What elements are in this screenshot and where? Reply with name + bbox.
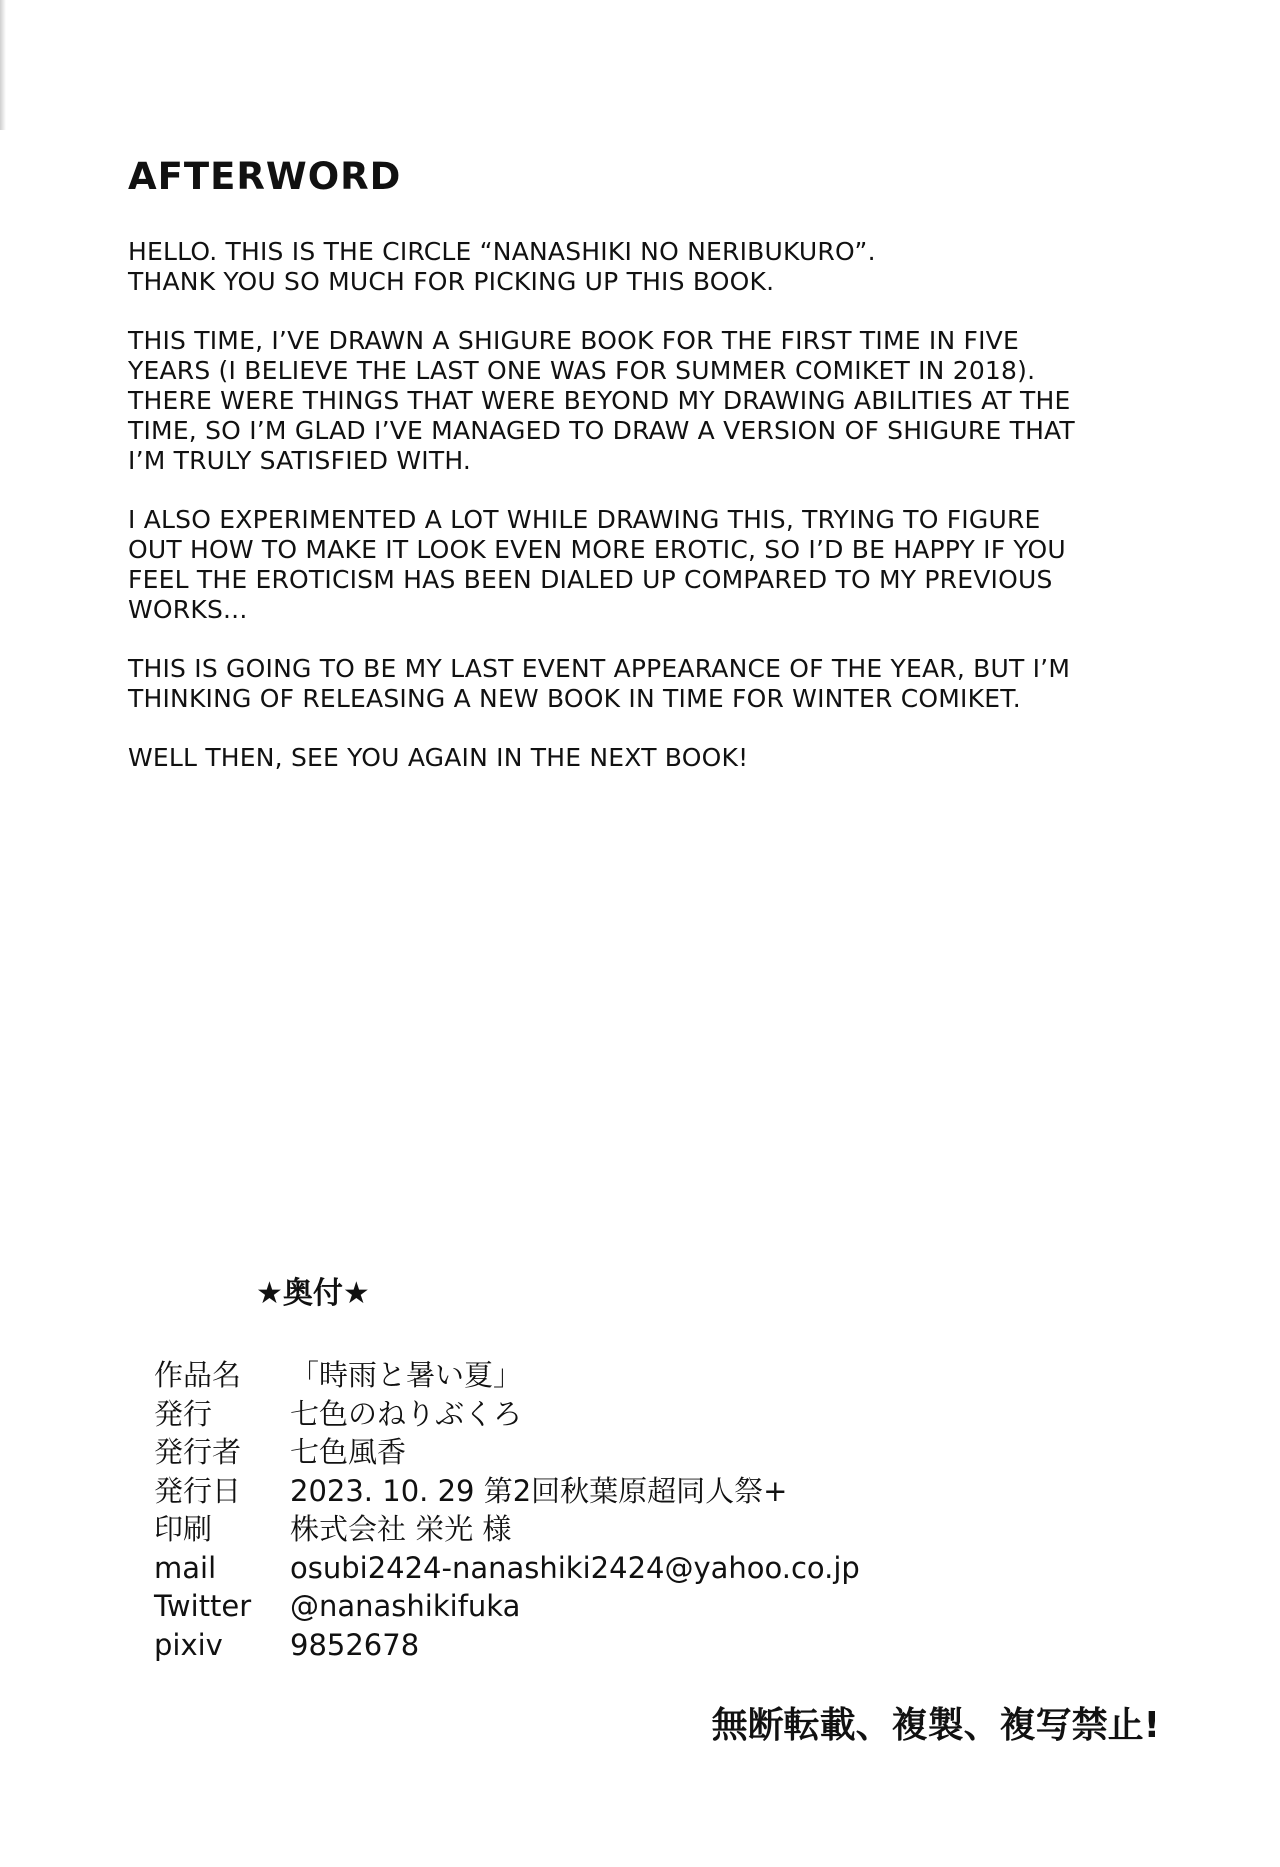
colophon-row-title xyxy=(154,1356,860,1395)
colophon-value: @nanashikifuka xyxy=(290,1589,521,1623)
text-line: WELL THEN, SEE YOU AGAIN IN THE NEXT BOOK! xyxy=(128,743,749,772)
colophon-row-printer xyxy=(154,1510,860,1549)
colophon-label: 印刷 xyxy=(154,1512,213,1546)
text-line: FEEL THE EROTICISM HAS BEEN DIALED UP COMPARED TO MY PREVIOUS xyxy=(128,565,1053,594)
colophon-label: 発行 xyxy=(154,1396,213,1431)
colophon-value: 七色のねりぶくろ xyxy=(290,1396,523,1431)
text-line: YEARS (I BELIEVE THE LAST ONE WAS FOR SUMMER COMIKET IN 2018). xyxy=(128,356,1036,385)
text-line: THERE WERE THINGS THAT WERE BEYOND MY DRAWING ABILITIES AT THE xyxy=(128,386,1071,415)
colophon-row-pixiv xyxy=(154,1626,860,1665)
colophon-label: 発行日 xyxy=(154,1473,242,1508)
afterword-paragraph xyxy=(128,743,1138,773)
colophon-row-publisher xyxy=(154,1395,860,1434)
afterword-paragraph xyxy=(128,654,1138,714)
text-line: THANK YOU SO MUCH FOR PICKING UP THIS BOOK. xyxy=(128,267,775,296)
colophon-label: 作品名 xyxy=(154,1358,242,1392)
colophon-row-twitter xyxy=(154,1587,860,1626)
colophon-value: 2023. 10. 29 第2回秋葉原超同人祭+ xyxy=(290,1473,788,1508)
text-line: OUT HOW TO MAKE IT LOOK EVEN MORE EROTIC, SO I’D BE HAPPY IF YOU xyxy=(128,535,1066,564)
colophon-value: osubi2424-nanashiki2424@yahoo.co.jp xyxy=(290,1550,860,1585)
text-line: HELLO. THIS IS THE CIRCLE “NANASHIKI NO NERIBUKURO”. xyxy=(128,237,876,266)
page-edge-shadow xyxy=(0,0,6,130)
colophon-row-date xyxy=(154,1472,860,1511)
colophon-label: Twitter xyxy=(154,1589,252,1623)
text-line: I’M TRULY SATISFIED WITH. xyxy=(128,446,472,475)
afterword-paragraph xyxy=(128,326,1138,476)
colophon-label: 発行者 xyxy=(154,1435,242,1469)
colophon-value: 株式会社 栄光 様 xyxy=(290,1512,512,1546)
reproduction-notice: 無断転載、複製、複写禁止! xyxy=(711,1705,1160,1746)
afterword-paragraph xyxy=(128,237,1138,297)
colophon-label: pixiv xyxy=(154,1627,223,1662)
text-line: TIME, SO I’M GLAD I’VE MANAGED TO DRAW A VERSION OF SHIGURE THAT xyxy=(128,416,1075,445)
text-line: I ALSO EXPERIMENTED A LOT WHILE DRAWING THIS, TRYING TO FIGURE xyxy=(128,505,1041,534)
colophon-value: 「時雨と暑い夏」 xyxy=(290,1358,523,1392)
colophon-table xyxy=(154,1356,860,1664)
text-line: WORKS... xyxy=(128,595,248,624)
text-line: THINKING OF RELEASING A NEW BOOK IN TIME FOR WINTER COMIKET. xyxy=(128,684,1021,713)
colophon-row-author xyxy=(154,1433,860,1472)
colophon-value: 七色風香 xyxy=(290,1435,407,1469)
text-line: THIS TIME, I’VE DRAWN A SHIGURE BOOK FOR THE FIRST TIME IN FIVE xyxy=(128,326,1019,355)
colophon-row-mail xyxy=(154,1549,860,1588)
colophon-heading: ★奥付★ xyxy=(256,1276,370,1311)
text-line: THIS IS GOING TO BE MY LAST EVENT APPEARANCE OF THE YEAR, BUT I’M xyxy=(128,654,1071,683)
afterword-paragraph xyxy=(128,505,1138,625)
afterword-title: AFTERWORD xyxy=(128,155,402,198)
colophon-value: 9852678 xyxy=(290,1627,420,1662)
colophon-label: mail xyxy=(154,1550,217,1585)
afterword-section xyxy=(128,155,1138,802)
